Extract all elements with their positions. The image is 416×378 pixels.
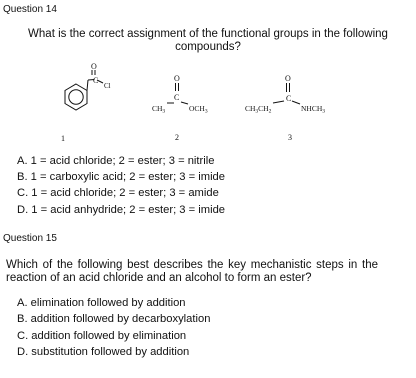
c2-number: 2 [175, 133, 179, 142]
c1-number: 1 [61, 134, 65, 143]
c3-left-group: $CH_3CH_2$ [245, 104, 272, 115]
c3-oxygen: O [285, 74, 291, 83]
q15-option-b[interactable]: B. addition followed by decarboxylation [17, 313, 211, 325]
c1-chlorine: Cl [104, 82, 111, 90]
q14-option-b[interactable]: B. 1 = carboxylic acid; 2 = ester; 3 = imide [17, 171, 226, 183]
c1-carbon: C [93, 76, 99, 85]
q14-option-a[interactable]: A. 1 = acid chloride; 2 = ester; 3 = nitrile [17, 155, 215, 167]
question-14-text [0, 28, 416, 54]
c2-carbon: C [174, 93, 180, 102]
c2-oxygen: O [174, 74, 180, 83]
c2-left-group: $CH_3$ [152, 104, 166, 115]
question-14-text-line1: What is the correct assignment of the functional groups in the following [28, 28, 388, 40]
c3-carbon: C [286, 94, 292, 103]
q14-option-d[interactable]: D. 1 = acid anhydride; 2 = ester; 3 = imide [17, 204, 226, 216]
question-14-text-line2: compounds? [175, 41, 241, 53]
aromatic-circle [69, 90, 83, 104]
question-15-label: Question 15 [3, 233, 57, 244]
c1-oxygen: O [91, 62, 97, 71]
question-14-label: Question 14 [3, 4, 57, 15]
chemical-structures [0, 58, 416, 150]
q15-option-c[interactable]: C. addition followed by elimination [17, 330, 187, 342]
q15-option-a[interactable]: A. elimination followed by addition [17, 297, 186, 309]
c2-right-group: $OCH_3$ [189, 104, 208, 115]
q14-option-c[interactable]: C. 1 = acid chloride; 2 = ester; 3 = amide [17, 187, 219, 199]
q15-option-d[interactable]: D. substitution followed by addition [17, 346, 190, 358]
question-15-text: Which of the following best describes the key mechanistic steps in the reaction of an acid chloride and an alcohol to form an ester? [6, 259, 378, 284]
c3-number: 3 [288, 133, 292, 142]
c3-right-group: $NHCH_3$ [301, 104, 326, 115]
